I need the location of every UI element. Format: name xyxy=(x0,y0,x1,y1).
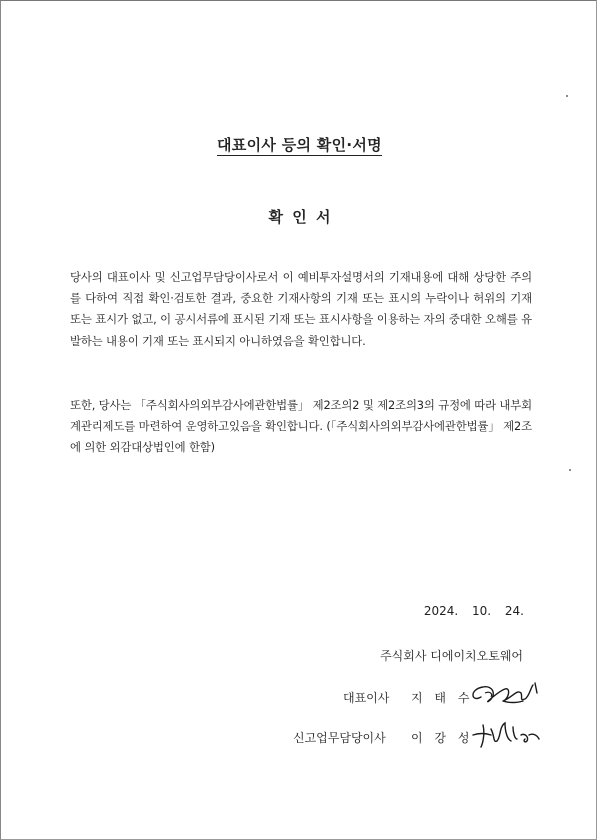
cfo-signature xyxy=(469,713,545,753)
confirmation-title: 확 인 서 xyxy=(268,208,331,226)
scan-speck xyxy=(566,95,568,97)
heading-text: 대표이사 등의 확인·서명 xyxy=(217,136,382,154)
ceo-signature xyxy=(463,673,543,713)
company-name: 주식회사 디에이치오토웨어 xyxy=(380,649,523,663)
document-date: 2024. 10. 24. xyxy=(423,604,524,618)
confirmation-paragraph: 당사의 대표이사 및 신고업무담당이사로서 이 예비투자설명서의 기재내용에 대해 상당한 주의를 다하여 직접 확인·검토한 결과, 중요한 기재사항의 기재 또는 표시의 누락이나 허위의 기재 또는 표시가 없고, 이 공시서류에 표시된 기재 또는 표시사항을 이용하는 자의 중대한 오해를 유발하는 내용이 기재 또는 표시되지 아니하였음을 확인합니다. xyxy=(70,270,532,348)
cfo-title: 신고업무담당이사 xyxy=(293,731,386,745)
internal-control-paragraph: 또한, 당사는 「주식회사의외부감사에관한법률」 제2조의2 및 제2조의3의 규정에 따라 내부회계관리제도를 마련하여 운영하고있음을 확인합니다. (「주식회사의외부감사에관한법률」 제2조에 의한 외감대상법인에 한함) xyxy=(70,398,532,455)
scan-speck xyxy=(569,469,571,471)
ceo-name: 지 태 수 xyxy=(411,691,474,705)
ceo-title: 대표이사 xyxy=(343,691,390,705)
cfo-name: 이 강 성 xyxy=(411,731,474,745)
document-heading xyxy=(1,134,597,155)
